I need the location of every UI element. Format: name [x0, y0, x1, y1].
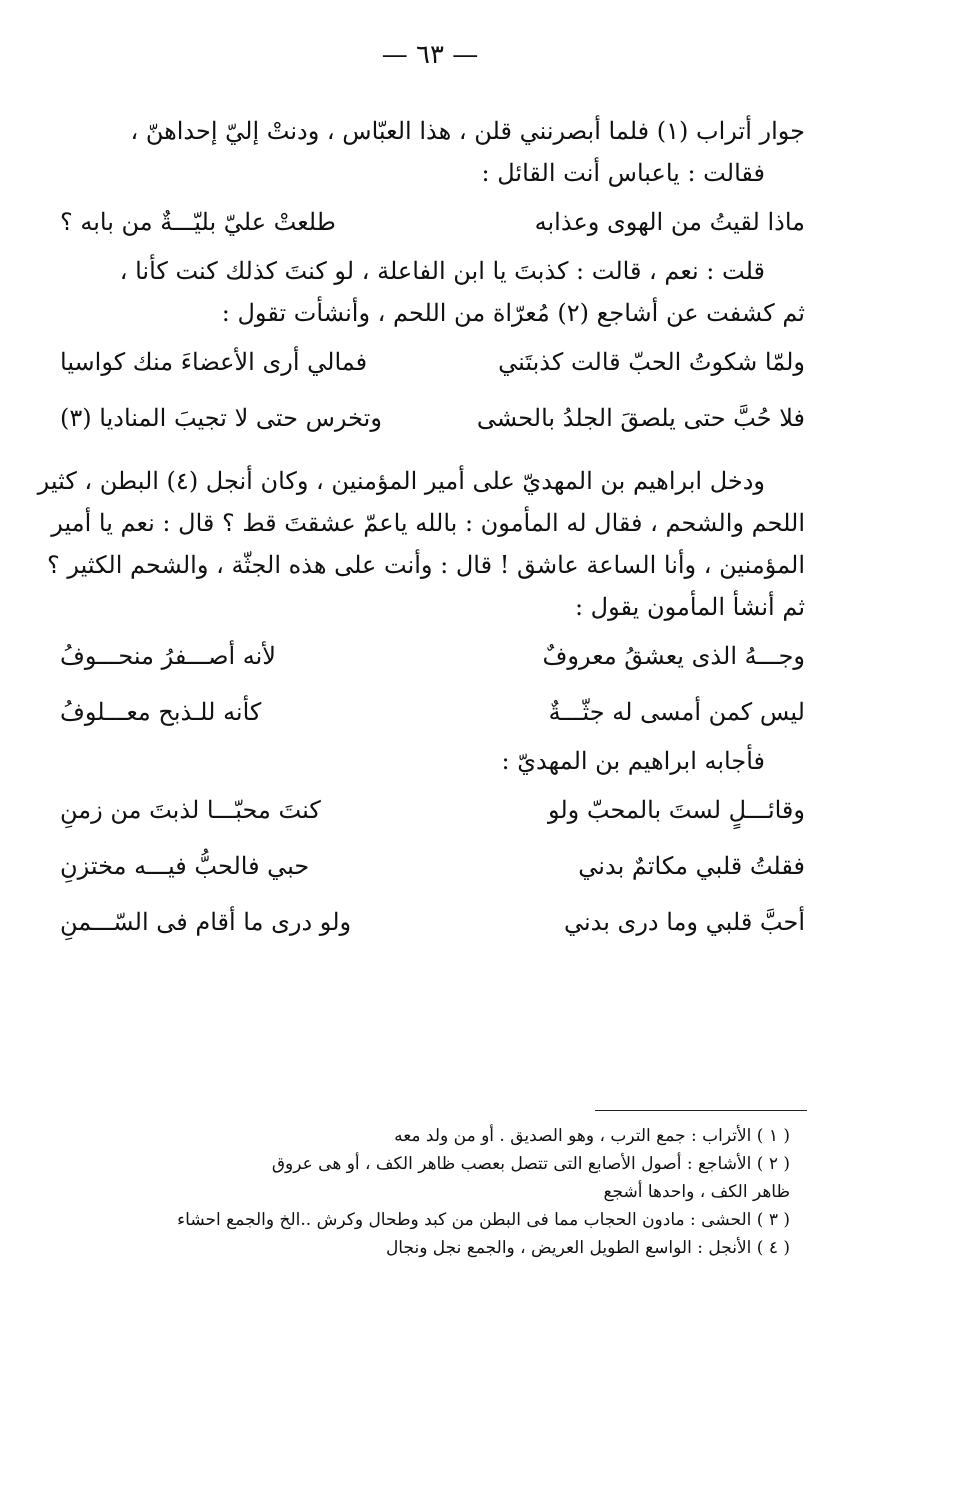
verse-second-hemistich: لأنه أصـــفرُ منحـــوفُ [60, 642, 276, 670]
prose-line: اللحم والشحم ، فقال له المأمون : بالله ياعمّ عشقتَ قط ؟ قال : نعم يا أمير [51, 509, 805, 537]
footnote: ( ١ ) الأتراب : جمع الترب ، وهو الصديق . أو من ولد معه [394, 1126, 790, 1146]
prose-line: ودخل ابراهيم بن المهديّ على أمير المؤمنين ، وكان أنجل (٤) البطن ، كثير [37, 467, 765, 495]
footnote: ( ٤ ) الأنجل : الواسع الطويل العريض ، والجمع نجل ونجال [385, 1238, 790, 1258]
verse-line [60, 194, 805, 250]
prose-line: ثم أنشأ المأمون يقول : [574, 593, 805, 621]
page-number: — ٦٣ — [381, 40, 479, 70]
verse-line [60, 334, 805, 390]
verse-line [60, 628, 805, 684]
footnotes [70, 1122, 790, 1262]
prose-line: جوار أتراب (١) فلما أبصرنني قلن ، هذا العبّاس ، ودنتْ إليّ إحداهنّ ، [130, 117, 805, 145]
footnote-continuation: ظاهر الكف ، واحدها أشجع [603, 1182, 790, 1202]
prose-line: ثم كشفت عن أشاجع (٢) مُعرّاة من اللحم ، وأنشأت تقول : [221, 299, 805, 327]
verse-line [60, 894, 805, 950]
verse-line [60, 390, 805, 446]
footnote: ( ٣ ) الحشى : مادون الحجاب مما فى البطن من كبد وطحال وكرش ..الخ والجمع احشاء [177, 1210, 790, 1230]
verse-second-hemistich: طلعتْ عليّ بليّـــةٌ من بابه ؟ [60, 208, 336, 236]
verse-second-hemistich: وتخرس حتى لا تجيبَ المناديا (٣) [60, 404, 382, 432]
main-text [37, 110, 805, 950]
verse-second-hemistich: كنتَ محبّـــا لذبتَ من زمنِ [60, 796, 321, 824]
verse-second-hemistich: ولو درى ما أقام فى السّـــمنِ [60, 908, 352, 936]
prose-line: فأجابه ابراهيم بن المهديّ : [501, 747, 765, 775]
prose-line: قلت : نعم ، قالت : كذبتَ يا ابن الفاعلة ، لو كنتَ كذلك كنت كأنا ، [119, 257, 765, 285]
verse-first-hemistich: ماذا لقيتُ من الهوى وعذابه [534, 208, 805, 236]
verse-first-hemistich: فقلتُ قلبي مكاتمٌ بدني [578, 852, 805, 880]
verse-first-hemistich: ليس كمن أمسى له جثّـــةٌ [548, 698, 805, 726]
prose-line: فقالت : ياعباس أنت القائل : [481, 159, 765, 187]
verse-line [60, 838, 805, 894]
verse-line [60, 684, 805, 740]
verse-second-hemistich: حبي فالحبُّ فيـــه مختزنِ [60, 852, 310, 880]
verse-first-hemistich: وجـــهُ الذى يعشقُ معروفٌ [542, 642, 805, 670]
verse-first-hemistich: فلا حُبَّ حتى يلصقَ الجلدُ بالحشى [476, 404, 805, 432]
verse-second-hemistich: فمالي أرى الأعضاءَ منك كواسيا [60, 348, 368, 376]
prose-line: المؤمنين ، وأنا الساعة عاشق ! قال : وأنت على هذه الجثّة ، والشحم الكثير ؟ [47, 551, 805, 579]
footnote-divider [595, 1110, 807, 1111]
verse-second-hemistich: كأنه للـذبح معـــلوفُ [60, 698, 262, 726]
verse-line [60, 782, 805, 838]
verse-first-hemistich: أحبَّ قلبي وما درى بدني [563, 908, 805, 936]
footnote: ( ٢ ) الأشاجع : أصول الأصابع التى تتصل بعصب ظاهر الكف ، أو هى عروق [271, 1154, 790, 1174]
verse-first-hemistich: ولمّا شكوتُ الحبّ قالت كذبتَني [498, 348, 805, 376]
verse-first-hemistich: وقائـــلٍ لستَ بالمحبّ ولو [547, 796, 805, 824]
